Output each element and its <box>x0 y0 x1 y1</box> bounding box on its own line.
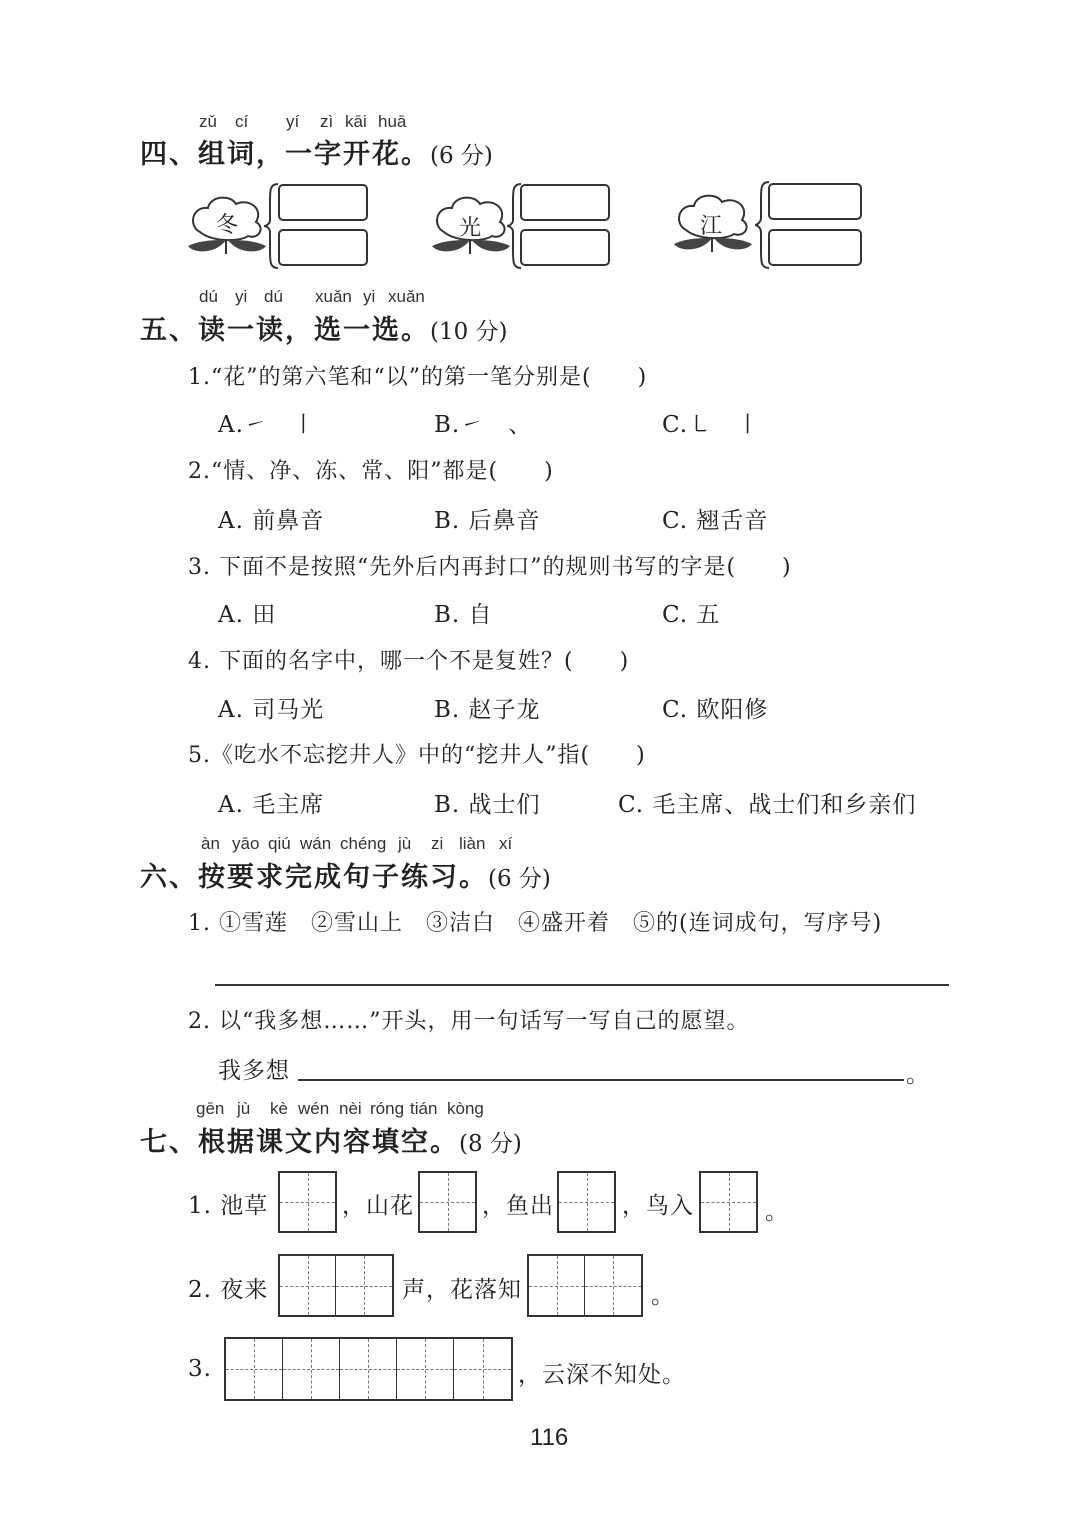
option-a[interactable]: A. 田 <box>218 602 277 628</box>
section-title: 读一读，选一选。 <box>198 315 430 346</box>
pinyin: huā <box>378 112 407 131</box>
question-text: 5.《吃水不忘挖井人》中的“挖井人”指( ) <box>188 743 646 768</box>
pinyin: xuǎn <box>388 287 425 306</box>
pinyin: wán <box>300 834 332 853</box>
pinyin: gēn <box>196 1099 225 1118</box>
pinyin: dú <box>264 287 283 306</box>
section-title: 按要求完成句子练习。 <box>198 862 488 893</box>
answer-box[interactable] <box>278 229 368 266</box>
fill-text: ，鱼出 <box>482 1193 554 1219</box>
pinyin: róng <box>370 1099 405 1118</box>
option-a[interactable]: A. 毛主席 <box>218 792 325 818</box>
section-title: 根据课文内容填空。 <box>198 1127 459 1158</box>
flower-character: 冬 <box>216 213 239 238</box>
flower-character: 江 <box>700 214 723 239</box>
option-b[interactable]: B. 赵子龙 <box>434 697 541 723</box>
section-score: (6 分) <box>430 143 493 169</box>
pinyin: cí <box>235 112 249 131</box>
answer-box[interactable] <box>520 229 610 266</box>
question-text: 1.“花”的第六笔和“以”的第一笔分别是( ) <box>188 365 648 390</box>
answer-prefix: 我多想 <box>218 1058 290 1084</box>
page-number: 116 <box>530 1424 569 1451</box>
pinyin: jù <box>398 834 412 853</box>
fill-text: 2. 夜来 <box>188 1277 269 1303</box>
question-text: 2.“情、净、冻、常、阳”都是( ) <box>188 459 554 484</box>
pinyin: yi <box>235 287 248 306</box>
pinyin: kè <box>270 1099 288 1118</box>
pinyin: xí <box>499 834 513 853</box>
pinyin: zǔ <box>199 112 217 131</box>
pinyin: yí <box>286 112 300 131</box>
tian-grid[interactable] <box>699 1171 758 1233</box>
question-text: 3. 下面不是按照“先外后内再封口”的规则书写的字是( ) <box>188 555 792 580</box>
fill-text: 声，花落知 <box>402 1277 522 1303</box>
section-6-heading <box>140 855 551 894</box>
option-b[interactable]: B. 后鼻音 <box>434 508 541 534</box>
pinyin: qiú <box>268 834 291 853</box>
pinyin: liàn <box>459 834 486 853</box>
option-c[interactable]: C. 欧阳修 <box>662 697 769 723</box>
tian-grid[interactable] <box>278 1171 337 1233</box>
fill-text: ，鸟入 <box>622 1193 694 1219</box>
answer-line[interactable] <box>215 984 949 986</box>
pinyin: àn <box>201 834 220 853</box>
fill-text: 。 <box>765 1199 789 1225</box>
option-b[interactable]: B. 战士们 <box>434 792 541 818</box>
option-c[interactable]: C. 毛主席、战士们和乡亲们 <box>618 792 917 818</box>
answer-box[interactable] <box>768 183 862 220</box>
answer-box[interactable] <box>520 184 610 221</box>
section-score: (8 分) <box>459 1131 522 1157</box>
question-text: 4. 下面的名字中，哪一个不是复姓？( ) <box>188 649 630 674</box>
section-title: 组词，一字开花。 <box>198 139 430 170</box>
fill-text: ，山花 <box>342 1193 414 1219</box>
fill-text: 3. <box>188 1356 212 1382</box>
pinyin: yāo <box>232 834 260 853</box>
pinyin: yi <box>363 287 376 306</box>
pinyin: kāi <box>345 112 367 131</box>
pinyin: tián <box>410 1099 438 1118</box>
pinyin: wén <box>298 1099 330 1118</box>
section-number: 五、 <box>140 315 198 346</box>
fill-text: ，云深不知处。 <box>518 1362 686 1388</box>
section-7-heading <box>140 1120 522 1159</box>
pinyin: nèi <box>339 1099 362 1118</box>
section-5-heading <box>140 308 508 347</box>
section-number: 四、 <box>140 139 198 170</box>
tian-grid[interactable] <box>527 1254 643 1317</box>
pinyin: zi <box>431 834 444 853</box>
section-number: 七、 <box>140 1127 198 1158</box>
pinyin: kòng <box>447 1099 484 1118</box>
answer-box[interactable] <box>768 229 862 266</box>
tian-grid[interactable] <box>557 1171 616 1233</box>
option-a[interactable]: A. 司马光 <box>218 697 325 723</box>
pinyin: zì <box>320 112 334 131</box>
answer-line[interactable] <box>298 1079 904 1081</box>
pinyin: chéng <box>340 834 387 853</box>
question-text: 2. 以“我多想……”开头，用一句话写一写自己的愿望。 <box>188 1009 750 1034</box>
section-score: (6 分) <box>488 866 551 892</box>
option-c[interactable]: C. 翘舌音 <box>662 508 769 534</box>
section-score: (10 分) <box>430 319 508 345</box>
pinyin: xuǎn <box>315 287 352 306</box>
flower-character: 光 <box>459 216 482 241</box>
pinyin: jù <box>237 1099 251 1118</box>
fill-text: 1. 池草 <box>188 1193 269 1219</box>
section-4-heading <box>140 132 493 171</box>
period: 。 <box>906 1062 930 1088</box>
section-number: 六、 <box>140 862 198 893</box>
question-text: 1. ①雪莲 ②雪山上 ③洁白 ④盛开着 ⑤的(连词成句，写序号) <box>188 911 883 936</box>
option-a[interactable]: A. 前鼻音 <box>218 508 325 534</box>
pinyin: dú <box>199 287 218 306</box>
tian-grid[interactable] <box>418 1171 477 1233</box>
option-b[interactable]: B. 自 <box>434 602 493 628</box>
fill-text: 。 <box>651 1283 675 1309</box>
option-a[interactable]: A.㇀ ㇑ <box>218 412 316 438</box>
option-c[interactable]: C.㇄ ㇑ <box>662 412 761 438</box>
tian-grid[interactable] <box>278 1254 394 1317</box>
option-c[interactable]: C. 五 <box>662 602 721 628</box>
tian-grid[interactable] <box>224 1337 513 1401</box>
option-b[interactable]: B.㇀ 、 <box>434 412 533 438</box>
answer-box[interactable] <box>278 184 368 221</box>
